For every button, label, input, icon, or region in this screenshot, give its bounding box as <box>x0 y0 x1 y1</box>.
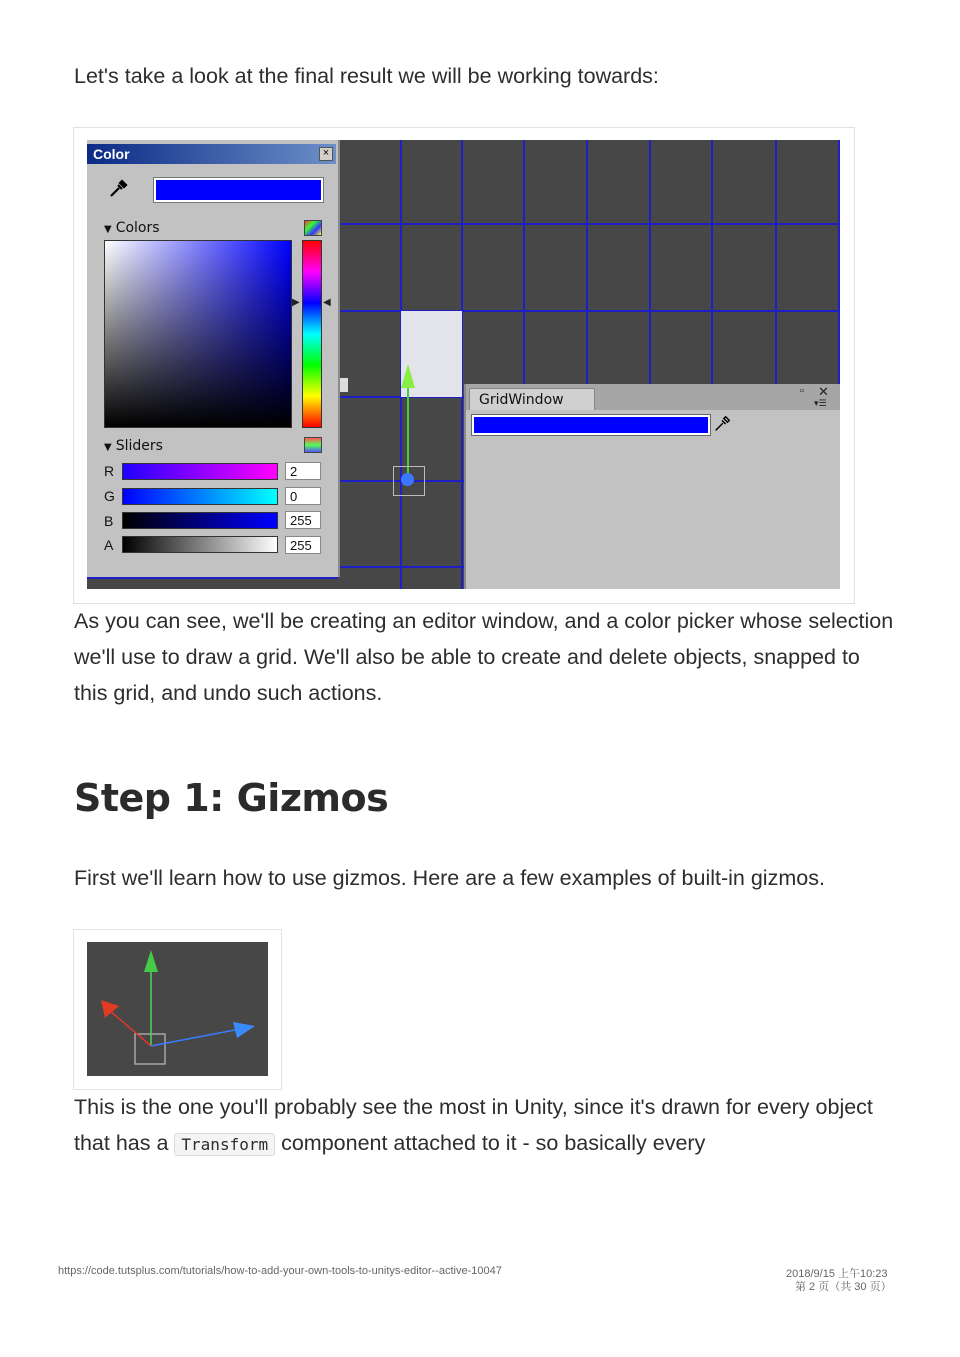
color-mode-icon[interactable] <box>304 220 322 236</box>
z-arrow-icon[interactable] <box>233 1022 255 1038</box>
gizmos-intro-text: First we'll learn how to use gizmos. Here are a few examples of built-in gizmos. <box>74 866 825 890</box>
slider-b-value[interactable]: 255 <box>285 511 321 529</box>
y-axis-arrow-icon[interactable] <box>401 364 415 388</box>
description-text: As you can see, we'll be creating an editor window, and a color picker whose selection we'll use to draw a grid. We'll also be able to create and delete objects, snapped to this grid, and undo such actions. <box>74 609 894 705</box>
collapse-arrow-icon[interactable]: ▼ <box>104 224 112 235</box>
color-window[interactable] <box>87 140 340 577</box>
slider-label-b: B <box>104 513 114 529</box>
code-transform: Transform <box>174 1133 275 1156</box>
grid-window-tab[interactable]: GridWindow <box>469 388 595 410</box>
slider-g-value[interactable]: 0 <box>285 487 321 505</box>
collapse-arrow-icon[interactable]: ▼ <box>104 442 112 453</box>
hue-marker-right-icon: ◀ <box>323 297 331 308</box>
step-heading: Step 1: Gizmos <box>74 776 389 820</box>
text-after-code: component attached to it - so basically every <box>275 1131 706 1155</box>
slider-label-g: G <box>104 488 115 504</box>
color-window-titlebar[interactable] <box>87 144 336 164</box>
colors-section-header[interactable] <box>104 220 160 236</box>
slider-label-r: R <box>104 463 115 479</box>
menu-icon[interactable]: ▾☰ <box>814 398 827 408</box>
transform-gizmo <box>87 942 268 1076</box>
slider-b[interactable] <box>122 512 278 529</box>
maximize-icon[interactable]: ▫ <box>800 385 804 397</box>
y-arrow-icon[interactable] <box>144 950 158 972</box>
hue-marker-left-icon: ▶ <box>292 297 300 308</box>
saturation-value-picker[interactable] <box>104 240 292 428</box>
grid-color-field[interactable] <box>472 415 710 435</box>
gizmo-screenshot <box>87 942 268 1076</box>
footer-datetime: 2018/9/15 上午10:23 <box>786 1268 888 1280</box>
slider-mode-icon[interactable] <box>304 437 322 453</box>
close-icon[interactable]: × <box>319 147 333 161</box>
hue-slider[interactable] <box>302 240 322 428</box>
grid-window-tabbar <box>466 384 840 410</box>
slider-g[interactable] <box>122 488 278 505</box>
slider-label-a: A <box>104 537 114 553</box>
colors-label: Colors <box>115 220 160 236</box>
slider-r-value[interactable]: 2 <box>285 462 321 480</box>
slider-r[interactable] <box>122 463 278 480</box>
slider-a[interactable] <box>122 536 278 553</box>
eyedropper-icon[interactable] <box>107 178 129 205</box>
grid-window[interactable] <box>464 384 840 589</box>
transform-description-text <box>74 1089 894 1163</box>
footer-page-number: 第 2 页（共 30 页） <box>795 1281 892 1293</box>
z-axis-handle-icon[interactable] <box>401 473 414 486</box>
color-swatch[interactable] <box>154 178 323 202</box>
eyedropper-icon[interactable] <box>712 414 732 439</box>
sliders-label: Sliders <box>115 438 163 454</box>
color-window-title: Color <box>93 146 130 162</box>
intro-text: Let's take a look at the final result we will be working towards: <box>74 64 659 88</box>
close-icon[interactable]: ✕ <box>818 384 829 399</box>
unity-screenshot <box>87 140 840 589</box>
slider-a-value[interactable]: 255 <box>285 536 321 554</box>
sliders-section-header[interactable] <box>104 438 163 454</box>
text-before-code: This is the one you'll probably see the most in Unity, since it's drawn for every object that has a <box>74 1095 873 1155</box>
footer-url: https://code.tutsplus.com/tutorials/how-to-add-your-own-tools-to-unitys-editor--active-10047 <box>58 1265 502 1277</box>
